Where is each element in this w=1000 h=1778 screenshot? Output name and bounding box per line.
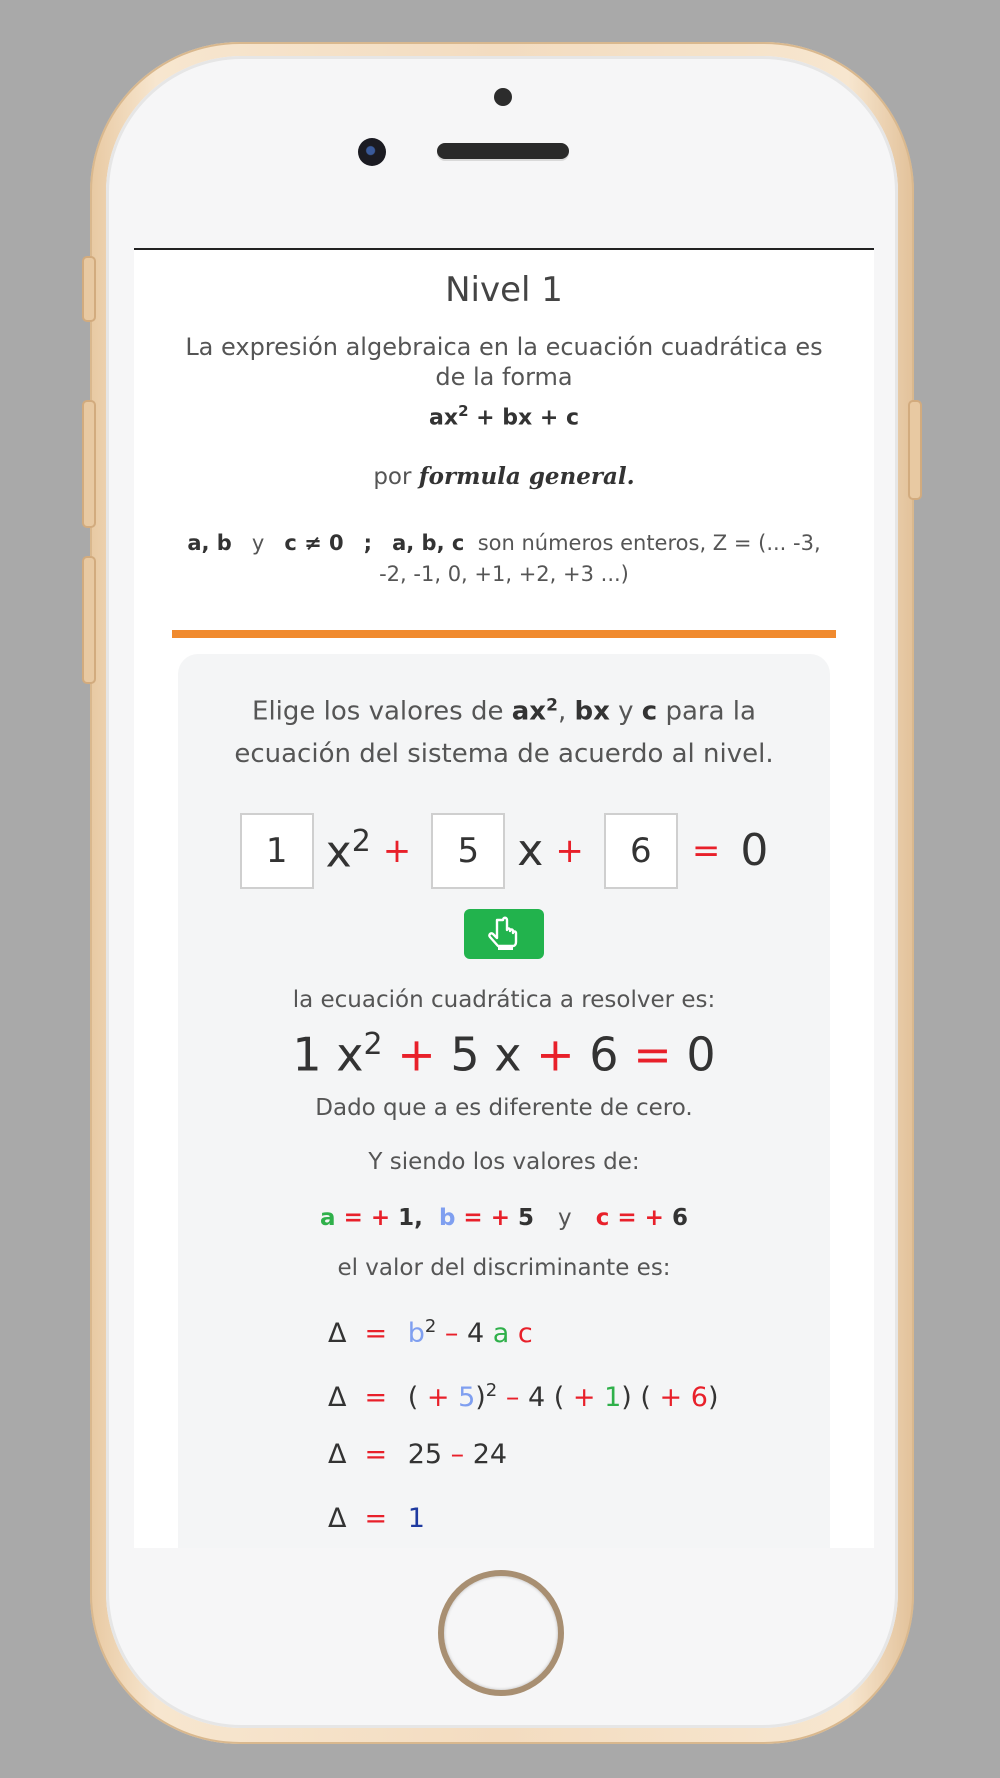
discriminant-formula: $\Delta = b^2 - 4$ a c	[328, 1316, 533, 1350]
coef-b-input[interactable]: 5	[431, 813, 505, 889]
equation-input-row	[178, 813, 830, 889]
instruction-text: Elige los valores de $ax^2$, bx y c para la ecuación del sistema de acuerdo al nivel.	[234, 695, 774, 769]
mute-switch	[82, 256, 96, 322]
general-form: $ax^2$ + bx + c	[429, 402, 579, 431]
home-button[interactable]	[438, 1570, 564, 1696]
plus-sign: +	[382, 830, 412, 871]
proximity-sensor	[494, 88, 512, 106]
power-button	[908, 400, 922, 500]
coef-c-input[interactable]: 6	[604, 813, 678, 889]
discriminant-result: Δ = 1	[328, 1503, 425, 1535]
volume-down-button	[82, 556, 96, 684]
submit-button[interactable]	[464, 909, 544, 959]
equation-card	[178, 654, 830, 1548]
volume-up-button	[82, 400, 96, 528]
values-label: Y siendo los valores de:	[368, 1149, 640, 1176]
level-title: Nivel 1	[445, 270, 563, 310]
nonzero-note: Dado que a es diferente de cero.	[315, 1095, 693, 1122]
earpiece-speaker	[437, 143, 569, 159]
discriminant-products: Δ = 25 – 24	[328, 1439, 508, 1471]
plus-sign: +	[555, 830, 584, 871]
equals-sign: =	[691, 830, 721, 871]
x-label: x	[517, 825, 544, 877]
resolve-label: la ecuación cuadrática a resolver es:	[292, 986, 716, 1013]
orange-divider	[172, 630, 836, 638]
method-name: formula general.	[418, 463, 635, 491]
screen	[134, 248, 874, 1548]
intro-text: La expresión algebraica en la ecuación cuadrática es de la forma $ax^2$ + bx + c	[182, 332, 826, 433]
discriminant-label: el valor del discriminante es:	[337, 1255, 671, 1282]
discriminant-steps	[328, 1295, 830, 1548]
resolved-equation: 1 $x^2 + 5$ x + 6 = 0	[292, 1026, 716, 1082]
method-line: por formula general.	[373, 463, 635, 491]
discriminant-substitution: Δ = ( + 5)$^2$ – 4 ( + 1) ( + 6)	[328, 1380, 719, 1414]
coef-a-input[interactable]: 1	[240, 813, 314, 889]
zero-label: 0	[740, 825, 769, 877]
hand-pointer-icon	[484, 914, 524, 954]
x-squared-label: $x^2$	[325, 824, 371, 878]
front-camera-icon	[358, 138, 386, 166]
coefficient-values: a = + 1, b = + 5 y c = + 6	[320, 1205, 688, 1232]
coefficients-note: a, b y c ≠ 0 ; a, b, c son números enteros, Z = (... -3, -2, -1, 0, +1, +2, +3 ...)	[187, 531, 821, 587]
